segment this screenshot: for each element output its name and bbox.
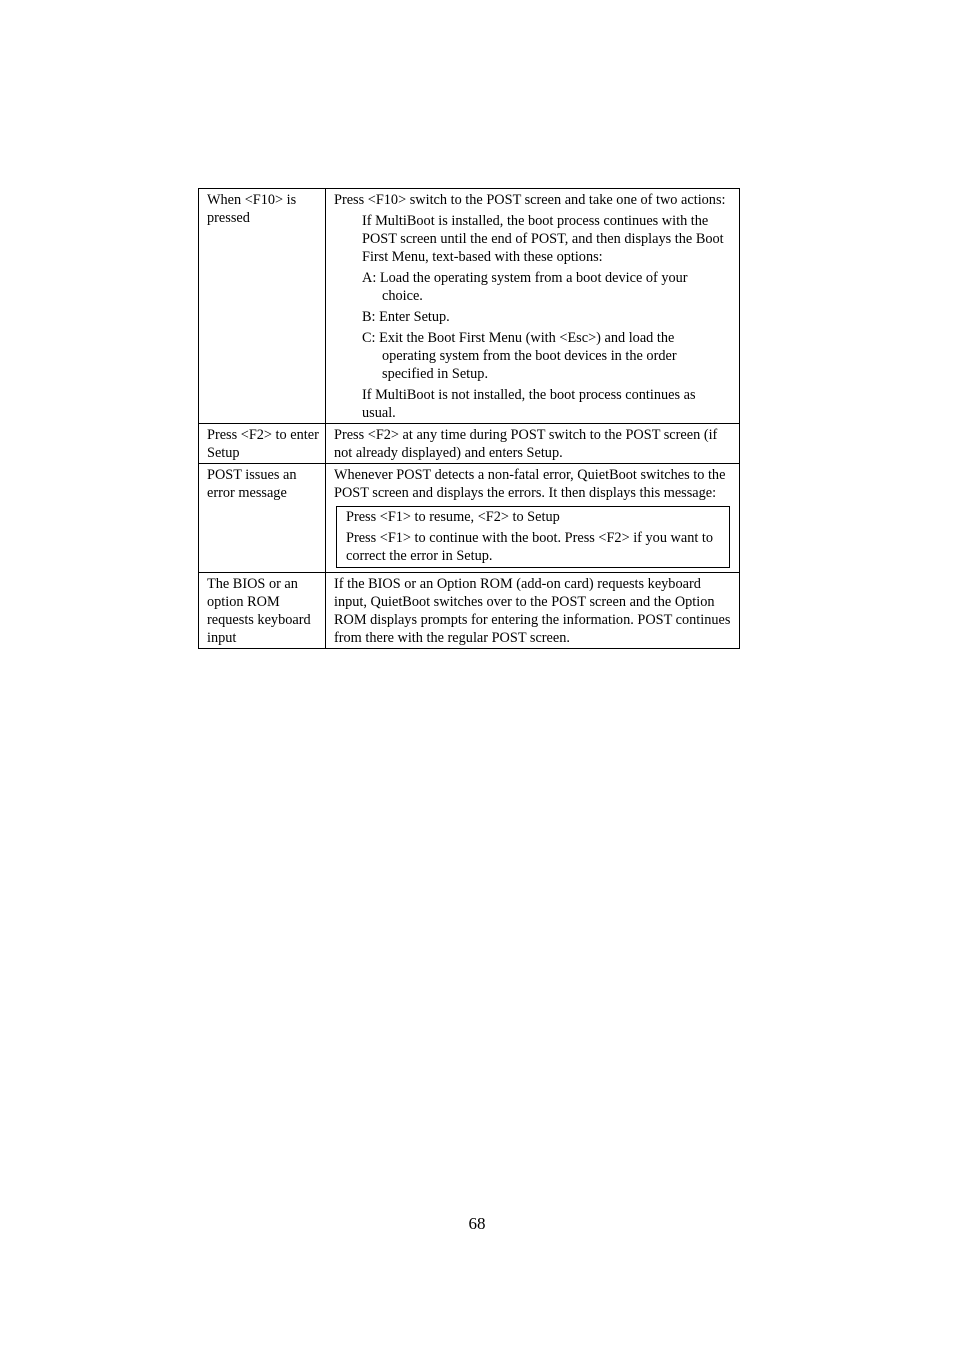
table-row-post-error bbox=[199, 464, 740, 573]
error-message-line1: Press <F1> to resume, <F2> to Setup bbox=[346, 509, 560, 525]
row-label: The BIOS or an option ROM requests keyboard input bbox=[199, 573, 326, 649]
boot-option-a: A: Load the operating system from a boot device of your choice. bbox=[362, 270, 688, 304]
error-message-line2: Press <F1> to continue with the boot. Press <F2> if you want to correct the error in Setup. bbox=[346, 530, 714, 564]
multiboot-not-installed-text: If MultiBoot is not installed, the boot process continues as usual. bbox=[362, 387, 696, 421]
row-label: When <F10> is pressed bbox=[199, 189, 326, 424]
table-row-f2 bbox=[199, 424, 740, 464]
row-description bbox=[326, 189, 740, 424]
f10-intro: Press <F10> switch to the POST screen and take one of two actions: bbox=[334, 192, 726, 208]
table-row-f10 bbox=[199, 189, 740, 424]
post-error-text: Whenever POST detects a non-fatal error, QuietBoot switches to the POST screen and displays the errors. It then displays this message: bbox=[334, 467, 726, 501]
row-label: POST issues an error message bbox=[199, 464, 326, 573]
row-description bbox=[326, 464, 740, 573]
table-row-keyboard-input bbox=[199, 573, 740, 649]
row-label: Press <F2> to enter Setup bbox=[199, 424, 326, 464]
page-number: 68 bbox=[468, 1214, 486, 1233]
boot-option-b: B: Enter Setup. bbox=[362, 309, 450, 325]
quietboot-behavior-table bbox=[198, 188, 740, 649]
multiboot-installed-text: If MultiBoot is installed, the boot process continues with the POST screen until the end of POST, and then displays the Boot First Menu, text-based with these options: bbox=[362, 213, 724, 265]
boot-option-c: C: Exit the Boot First Menu (with <Esc>) and load the operating system from the boot devices in the order specified in Setup. bbox=[362, 330, 677, 382]
row-description: Press <F2> at any time during POST switch to the POST screen (if not already displayed) and enters Setup. bbox=[326, 424, 740, 464]
row-description: If the BIOS or an Option ROM (add-on card) requests keyboard input, QuietBoot switches over to the POST screen and the Option ROM displays prompts for entering the information. POST continues from there with the regular POST screen. bbox=[326, 573, 740, 649]
error-message-box bbox=[336, 506, 730, 568]
